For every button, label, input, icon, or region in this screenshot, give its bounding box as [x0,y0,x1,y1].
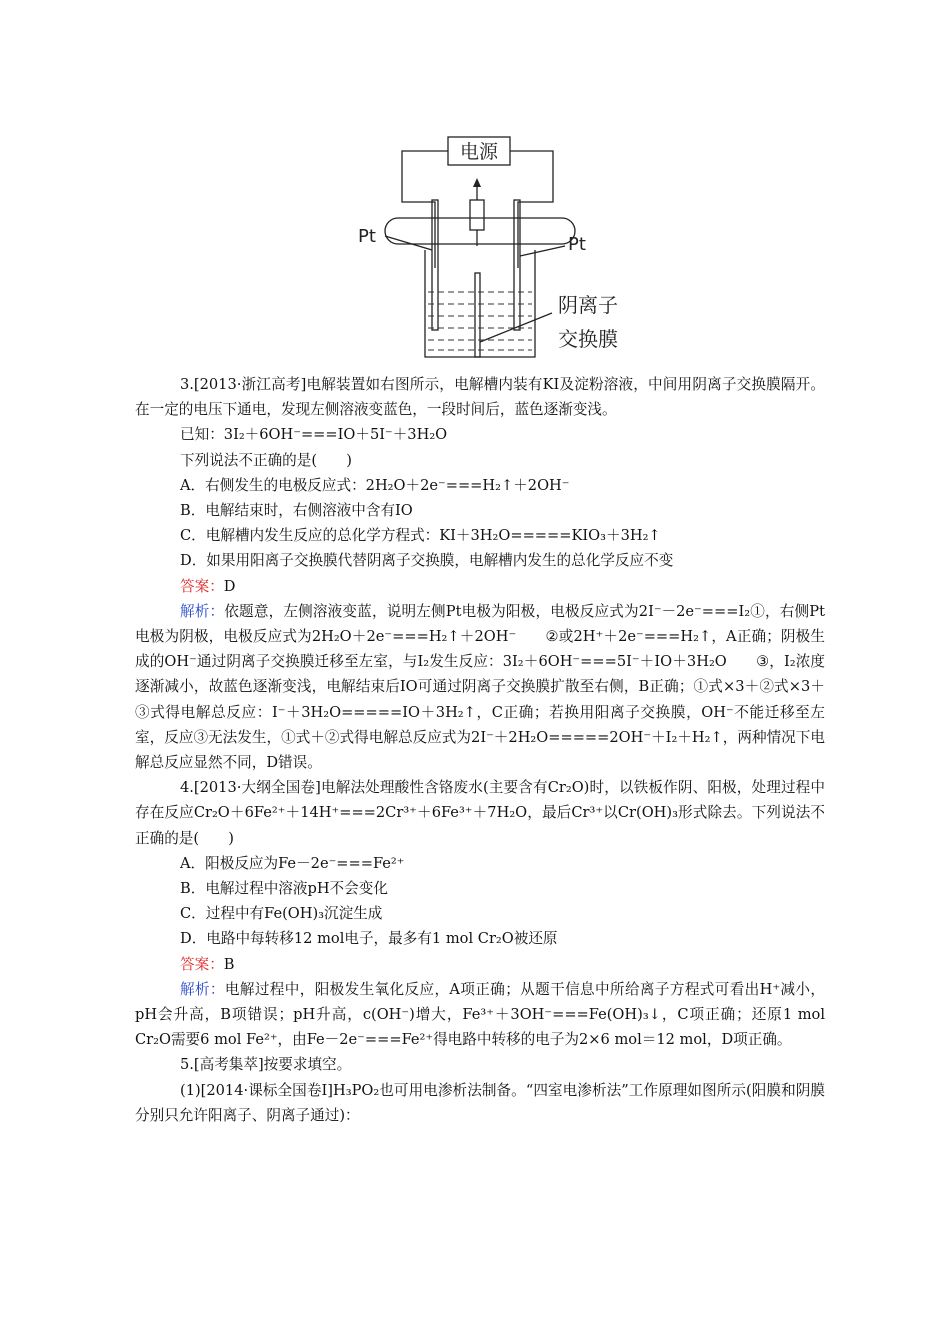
q5-stem: 5.[高考集萃]按要求填空。 [180,1056,352,1074]
q4-answer: B [223,955,235,973]
q3-analysis-label: 解析： [180,602,225,620]
q4-answer-line [135,952,825,977]
q4-analysis-text: 电解过程中，阳极发生氧化反应，A项正确；从题干信息中所给离子方程式可看出H⁺减小，pH会升高，B项错误；pH升高，c(OH⁻)增大，Fe³⁺＋3OH⁻===Fe(OH)₃↓，C项正确；还原1 mol Cr₂O需要6 mol Fe²⁺，由Fe－2e⁻===Fe²⁺得电路中转移的电子为2×6 mol＝12 mol，D项正确。 [135,980,825,1049]
membrane-label-2: 交换膜 [558,327,618,351]
q4-option-d: D．电路中每转移12 mol电子，最多有1 mol Cr₂O被还原 [180,930,558,948]
q3-answer: D [223,577,236,595]
q3-question: 下列说法不正确的是( ) [180,451,352,469]
q3-answer-label: 答案： [180,577,224,595]
q4-stem: 4.[2013·大纲全国卷]电解法处理酸性含铬废水(主要含有Cr₂O)时，以铁板作阴、阳极，处理过程中存在反应Cr₂O＋6Fe²⁺＋14H⁺===2Cr³⁺＋6Fe³⁺＋7H₂O，最后Cr³⁺以Cr(OH)₃形式除去。下列说法不正确的是( ) [135,779,825,847]
q3-option-c: C．电解槽内发生反应的总化学方程式：KI＋3H₂O=====KIO₃＋3H₂↑ [180,527,661,545]
q3-known: 已知：3I₂＋6OH⁻===IO＋5I⁻＋3H₂O [180,426,448,444]
q3-analysis [135,599,825,775]
document-body [135,372,825,1128]
q3-analysis-part2: ②或2H⁺＋2e⁻===H₂↑，A正确；阴极生成的OH⁻通过阴离子交换膜迁移至左室，与I₂发生反应：3I₂＋6OH⁻===5I⁻＋IO＋3H₂O [135,628,825,671]
electrolysis-apparatus-diagram [340,132,640,362]
q4-option-c: C．过程中有Fe(OH)₃沉淀生成 [180,905,383,923]
q4-option-a: A．阳极反应为Fe－2e⁻===Fe²⁺ [180,854,405,872]
membrane [475,273,480,357]
right-electrode-label: Pt [568,234,586,255]
q4-option-b: B．电解过程中溶液pH不会变化 [180,880,388,898]
q3-stem: 3.[2013·浙江高考]电解装置如右图所示，电解槽内装有KI及淀粉溶液，中间用阴离子交换膜隔开。在一定的电压下通电，发现左侧溶液变蓝色，一段时间后，蓝色逐渐变浅。 [135,376,825,419]
q4-answer-label: 答案： [180,955,224,973]
membrane-label-1: 阴离子 [558,293,618,317]
q3-answer-line [135,574,825,599]
q5-part1: (1)[2014·课标全国卷Ⅰ]H₃PO₂也可用电渗析法制备。“四室电渗析法”工作原理如图所示(阳膜和阴膜分别只允许阳离子、阴离子通过)： [135,1081,825,1124]
q4-analysis-label: 解析： [180,980,225,998]
left-electrode-label: Pt [358,226,376,247]
q3-option-a: A．右侧发生的电极反应式：2H₂O＋2e⁻===H₂↑＋2OH⁻ [180,476,570,494]
q3-analysis-part3: ③，I₂浓度逐渐减小，故蓝色逐渐变浅，电解结束后IO可通过阴离子交换膜扩散至右侧，B正确；①式×3＋②式×3＋③式得电解总反应：I⁻＋3H₂O=====IO＋3H₂↑，C正确；若换用阳离子交换膜，OH⁻不能迁移至左室，反应③无法发生，①式＋②式得电解总反应式为2I⁻＋2H₂O=====2OH⁻＋I₂＋H₂↑，两种情况下电解总反应显然不同，D错误。 [135,653,825,772]
q3-option-d: D．如果用阳离子交换膜代替阴离子交换膜，电解槽内发生的总化学反应不变 [180,552,674,570]
power-label: 电源 [459,141,499,163]
q3-analysis-part1: 依题意，左侧溶液变蓝，说明左侧Pt电极为阳极，电极反应式为2I⁻－2e⁻===I₂①，右侧Pt电极为阴极，电极反应式为2H₂O＋2e⁻===H₂↑＋2OH⁻ [135,602,825,646]
right-pt-electrode [514,200,520,330]
q4-analysis [135,977,825,1053]
q3-option-b: B．电解结束时，右侧溶液中含有IO [180,502,413,520]
